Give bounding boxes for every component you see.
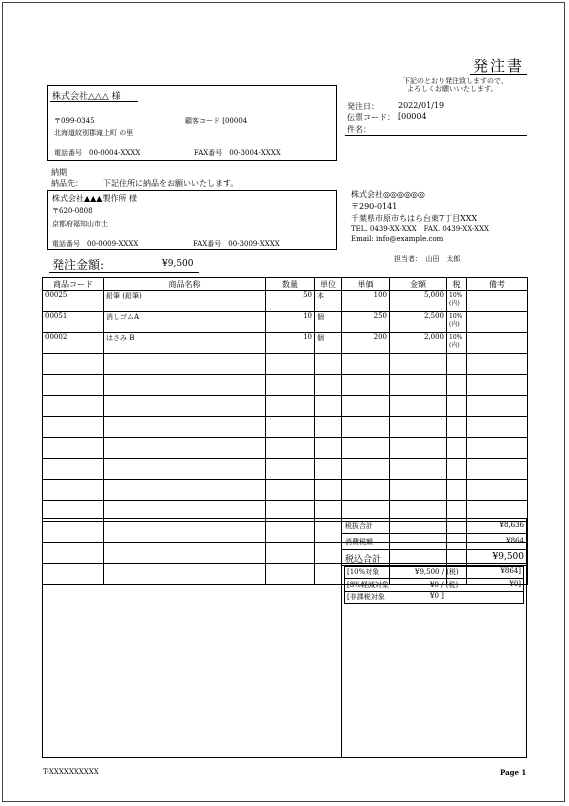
table-row-empty <box>43 480 528 501</box>
sender-postal: 〒290-0141 <box>351 202 398 211</box>
subtotal-value: ¥8,636 <box>499 521 524 529</box>
cell-code: 00051 <box>43 312 104 333</box>
order-amount-value: ¥9,500 <box>162 259 194 269</box>
cell-unit: 個 <box>315 333 342 354</box>
total-value: ¥9,500 <box>492 552 524 562</box>
cell-qty: 10 <box>266 333 315 354</box>
breakdown-line <box>344 578 524 579</box>
tax-rate: 10% <box>449 334 463 341</box>
header-remarks: 備考 <box>467 278 528 291</box>
order-amount-label: 発注金額: <box>52 258 105 272</box>
tax-label: 消費税額 <box>345 538 373 546</box>
rate8-tax: ¥0] <box>509 580 521 588</box>
staff-name: 担当者： 山田 太郎 <box>394 255 461 263</box>
cell-code: 00002 <box>43 333 104 354</box>
table-row <box>43 291 528 312</box>
cell-name: はさみ B <box>104 333 266 354</box>
client-name: 株式会社△△△ 様 <box>52 92 121 102</box>
order-date-label: 発注日： <box>347 102 379 111</box>
cell-amount: 2,000 <box>390 333 447 354</box>
subject-underline <box>345 135 527 136</box>
remarks-area <box>42 518 527 758</box>
tax-value: ¥864 <box>506 537 524 545</box>
cell-remarks <box>467 333 528 354</box>
page-number: Page 1 <box>500 768 527 777</box>
delivery-postal: 〒620-0808 <box>52 207 93 215</box>
cell-tax <box>447 333 467 354</box>
intro-text <box>403 77 508 93</box>
rate10-amount: ¥9,500 / (税) <box>415 568 459 576</box>
registration-number: T-XXXXXXXXXX <box>43 768 99 776</box>
cell-remarks <box>467 312 528 333</box>
document-title: 発注書 <box>473 57 525 75</box>
amount-underline <box>49 272 199 273</box>
subtotal-label: 税抜合計 <box>345 522 373 530</box>
rate0-label: [非課税対象 <box>347 593 385 601</box>
summary-line <box>342 549 527 550</box>
header-amount: 金額 <box>390 278 447 291</box>
total-label: 税込合計 <box>345 555 382 565</box>
deadline-label: 納期 <box>51 168 67 177</box>
rate10-tax: ¥864] <box>500 567 521 575</box>
cell-qty: 50 <box>266 291 315 312</box>
intro-line-1: 下記のとおり発注致しますので、 <box>403 77 508 85</box>
delivery-fax: FAX番号 00-3009-XXXX <box>193 240 280 248</box>
order-date: 2022/01/19 <box>398 101 445 110</box>
delivery-dest-text: 下記住所に納品をお願いいたします。 <box>103 179 239 188</box>
cell-tax <box>447 291 467 312</box>
client-phone: 電話番号 00-0004-XXXX <box>54 149 141 157</box>
delivery-phone: 電話番号 00-0009-XXXX <box>52 240 139 248</box>
cell-name: 消しゴムA <box>104 312 266 333</box>
rate10-label: [10%対象 <box>347 568 380 576</box>
table-row <box>43 333 528 354</box>
table-row <box>43 312 528 333</box>
cell-unit: 本 <box>315 291 342 312</box>
cell-name: 鉛筆 (鉛筆) <box>104 291 266 312</box>
slip-code-label: 伝票コード： <box>347 113 395 122</box>
slip-code: [00004 <box>398 112 427 121</box>
cell-price: 100 <box>342 291 390 312</box>
cell-amount: 2,500 <box>390 312 447 333</box>
client-postal: 〒099-0345 <box>54 117 95 125</box>
header-code: 商品コード <box>43 278 104 291</box>
summary-divider <box>341 518 342 758</box>
tax-rate: 10% <box>449 292 463 299</box>
client-address: 北海道紋別郡滝上町 の里 <box>54 129 134 137</box>
client-name-underline <box>50 101 138 102</box>
tax-type: (内) <box>449 321 460 328</box>
delivery-dest-label: 納品先： <box>51 179 83 188</box>
sender-tel-fax: TEL. 0439-XX-XXX FAX. 0439-XX-XXX <box>351 225 490 233</box>
table-row-empty <box>43 354 528 375</box>
cell-remarks <box>467 291 528 312</box>
cell-tax <box>447 312 467 333</box>
table-row-empty <box>43 438 528 459</box>
table-row-empty <box>43 417 528 438</box>
header-price: 単価 <box>342 278 390 291</box>
header-unit: 単位 <box>315 278 342 291</box>
client-fax: FAX番号 00-3004-XXXX <box>194 149 281 157</box>
cell-qty: 10 <box>266 312 315 333</box>
cell-amount: 5,000 <box>390 291 447 312</box>
header-name: 商品名称 <box>104 278 266 291</box>
rate8-label: [8%軽減対象 <box>347 581 389 589</box>
delivery-name: 株式会社▲▲▲製作所 様 <box>52 194 137 203</box>
sender-address: 千葉県市原市ちはら台東7丁目XXX <box>351 214 478 223</box>
subject-label: 件名： <box>347 125 371 134</box>
header-qty: 数量 <box>266 278 315 291</box>
rate0-amount: ¥0 ] <box>430 592 444 600</box>
table-row-empty <box>43 375 528 396</box>
cell-price: 250 <box>342 312 390 333</box>
title-underline <box>470 74 527 75</box>
delivery-address: 京都府福知山市土 <box>52 220 108 228</box>
header-tax: 税 <box>447 278 467 291</box>
cell-price: 200 <box>342 333 390 354</box>
table-header-row <box>43 278 528 291</box>
tax-type: (内) <box>449 342 460 349</box>
cell-unit: 個 <box>315 312 342 333</box>
sender-email: Email: info@example.com <box>351 235 444 243</box>
table-row-empty <box>43 396 528 417</box>
table-row-empty <box>43 459 528 480</box>
tax-rate: 10% <box>449 313 463 320</box>
summary-line <box>342 533 527 534</box>
cell-code: 00025 <box>43 291 104 312</box>
rate8-amount: ¥0 / (税) <box>430 581 459 589</box>
client-customer-code: 顧客コード [00004 <box>185 117 248 125</box>
tax-type: (内) <box>449 300 460 307</box>
sender-name: 株式会社◎◎◎◎◎◎ <box>351 190 425 199</box>
intro-line-2: よろしくお願いいたします。 <box>407 85 498 93</box>
